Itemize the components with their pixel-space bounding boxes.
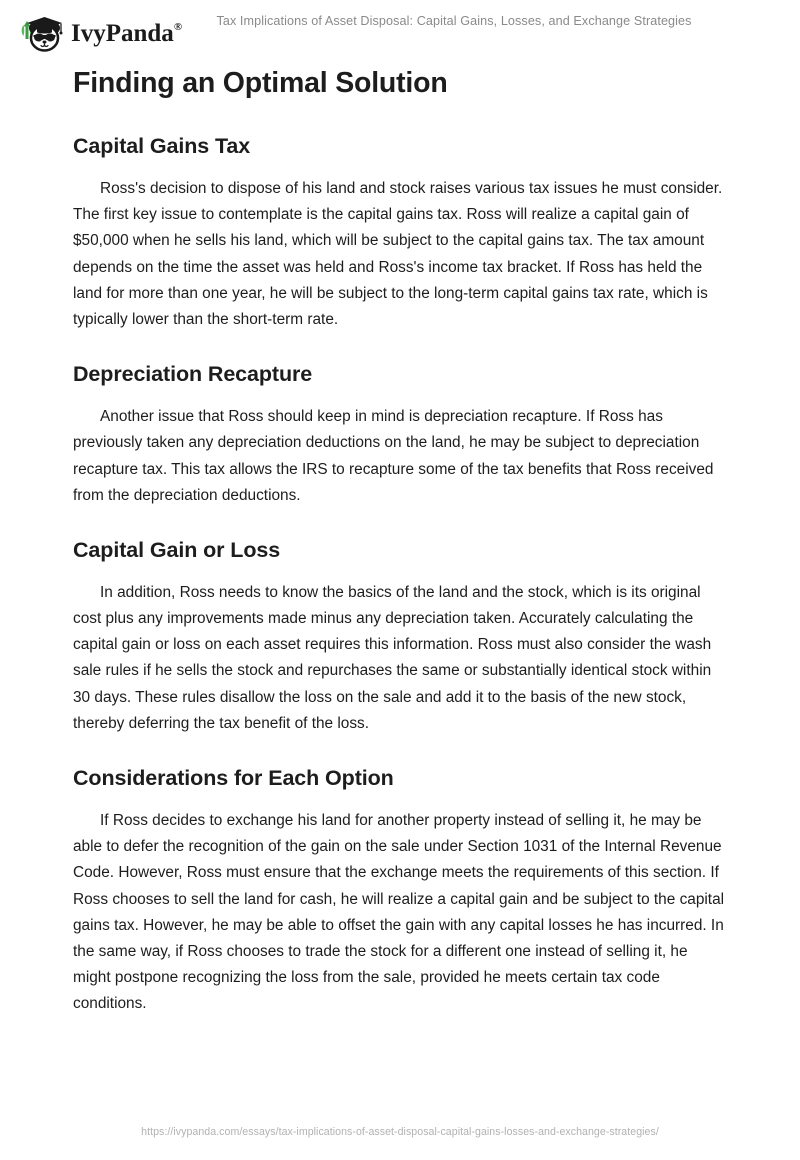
- section-depreciation-recapture: [73, 361, 727, 509]
- section-capital-gains-tax: [73, 133, 727, 333]
- brand-name-text: IvyPanda: [71, 19, 174, 47]
- section-heading: Considerations for Each Option: [73, 766, 394, 791]
- section-paragraph: If Ross decides to exchange his land for another property instead of selling it, he may be able to defer the recognition of the gain on the sale under Section 1031 of the Internal Revenue Code. However, Ross must ensure that the exchange meets the requirements of this section. If Ross chooses to sell the land for cash, he will realize a capital gain and be subject to the capital gains tax. However, he may be able to offset the gain with any capital losses he has incurred. In the same way, if Ross chooses to trade the stock for a different one instead of selling it, he might postpone recognizing the loss from the sale, provided he meets certain tax code conditions.: [73, 811, 725, 1013]
- section-capital-gain-or-loss: [73, 537, 727, 737]
- page-title: Finding an Optimal Solution: [73, 67, 448, 99]
- document-content: [73, 66, 727, 1026]
- section-considerations-for-each-option: [73, 765, 727, 1018]
- footer-source-url[interactable]: https://ivypanda.com/essays/tax-implications-of-asset-disposal-capital-gains-losses-and-exchange-strategies/: [141, 1126, 659, 1138]
- section-paragraph: Ross's decision to dispose of his land and stock raises various tax issues he must consider. The first key issue to contemplate is the capital gains tax. Ross will realize a capital gain of $50,000 when he sells his land, which will be subject to the capital gains tax. The tax amount depends on the time the asset was held and Ross's income tax bracket. If Ross has held the land for more than one year, he will be subject to the long-term capital gains tax rate, which is typically lower than the short-term rate.: [73, 180, 723, 329]
- section-heading: Depreciation Recapture: [73, 362, 313, 387]
- section-paragraph: In addition, Ross needs to know the basics of the land and the stock, which is its original cost plus any improvements made minus any depreciation taken. Accurately calculating the capital gain or loss on each asset requires this information. Ross must also consider the wash sale rules if he sells the stock and repurchases the same or substantially identical stock within 30 days. These rules disallow the loss on the sale and add it to the basis of the new stock, thereby deferring the tax benefit of the loss.: [73, 583, 712, 732]
- page-header: [0, 0, 800, 58]
- section-paragraph: Another issue that Ross should keep in mind is depreciation recapture. If Ross has previously taken any depreciation deductions on the land, he may be subject to depreciation recapture tax. This tax allows the IRS to recapture some of the tax benefits that Ross received from the depreciation deductions.: [73, 408, 714, 504]
- header-document-title: Tax Implications of Asset Disposal: Capital Gains, Losses, and Exchange Strategies: [216, 14, 692, 28]
- section-heading: Capital Gains Tax: [73, 134, 251, 159]
- section-heading: Capital Gain or Loss: [73, 537, 281, 562]
- registered-trademark-symbol: ®: [173, 21, 183, 34]
